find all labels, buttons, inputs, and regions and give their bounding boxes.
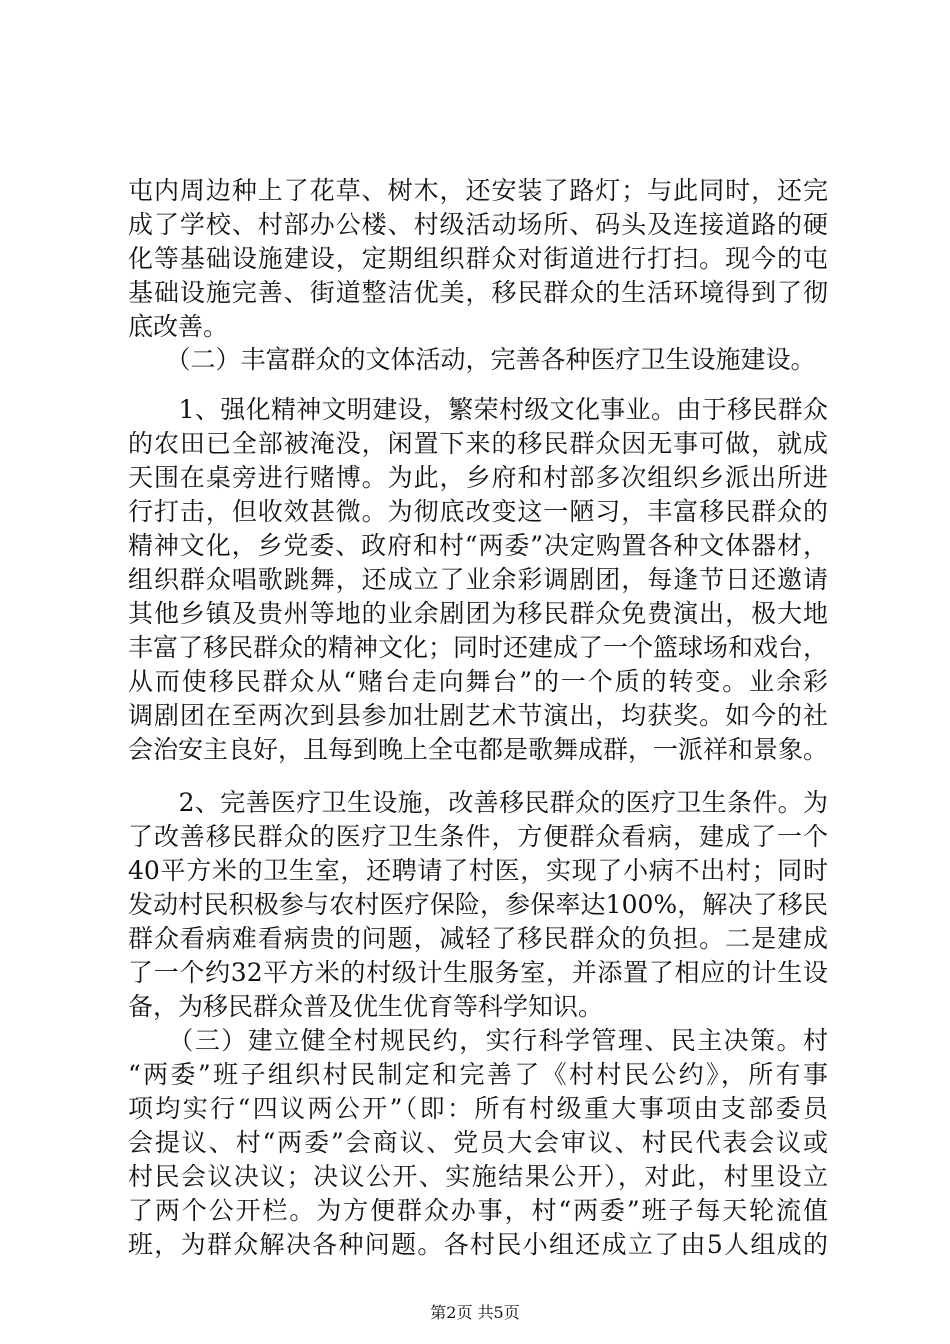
- text-line: 了一个约32平方米的村级计生服务室，并添置了相应的计生设: [128, 958, 828, 987]
- text-line: 屯内周边种上了花草、树木，还安装了路灯；与此同时，还完: [128, 176, 828, 205]
- text-line: 调剧团在至两次到县参加壮剧艺术节演出，均获奖。如今的社: [128, 701, 828, 730]
- text-line: 会治安主良好，且每到晚上全屯都是歌舞成群，一派祥和景象。: [128, 735, 829, 764]
- text-line: 群众看病难看病贵的问题，减轻了移民群众的负担。二是建成: [128, 924, 828, 953]
- text-line: 化等基础设施建设，定期组织群众对街道进行打扫。现今的屯: [128, 244, 828, 273]
- text-line: 村民会议决议；决议公开、实施结果公开），对此，村里设立: [128, 1162, 828, 1191]
- page-number: 第2页 共5页: [430, 1303, 520, 1322]
- text-line: 班，为群众解决各种问题。各村民小组还成立了由5人组成的: [128, 1230, 828, 1259]
- text-line: 精神文化，乡党委、政府和村“两委”决定购置各种文体器材，: [128, 531, 828, 560]
- text-line: 1、强化精神文明建设，繁荣村级文化事业。由于移民群众: [128, 395, 828, 424]
- text-line: 备，为移民群众普及优生优育等科学知识。: [128, 992, 604, 1021]
- text-line: 行打击，但收效甚微。为彻底改变这一陋习，丰富移民群众的: [128, 497, 828, 526]
- text-line: 了两个公开栏。为方便群众办事，村“两委”班子每天轮流值: [128, 1196, 828, 1225]
- text-line: 的农田已全部被淹没，闲置下来的移民群众因无事可做，就成: [128, 429, 828, 458]
- text-line: 项均实行“四议两公开”（即：所有村级重大事项由支部委员: [128, 1094, 828, 1123]
- text-line: （三）建立健全村规民约，实行科学管理、民主决策。村: [128, 1026, 828, 1055]
- text-line: 从而使移民群众从“赌台走向舞台”的一个质的转变。业余彩: [128, 667, 828, 696]
- text-line: 了改善移民群众的医疗卫生条件，方便群众看病，建成了一个: [128, 822, 828, 851]
- text-line: 2、完善医疗卫生设施，改善移民群众的医疗卫生条件。为: [128, 788, 828, 817]
- text-line: 其他乡镇及贵州等地的业余剧团为移民群众免费演出，极大地: [128, 599, 828, 628]
- text-line: 会提议、村“两委”会商议、党员大会审议、村民代表会议或: [128, 1128, 828, 1157]
- text-line: “两委”班子组织村民制定和完善了《村村民公约》，所有事: [128, 1060, 828, 1089]
- text-line: 组织群众唱歌跳舞，还成立了业余彩调剧团，每逢节日还邀请: [128, 565, 828, 594]
- section-heading: （二）丰富群众的文体活动，完善各种医疗卫生设施建设。: [128, 345, 816, 374]
- text-line: 基础设施完善、街道整洁优美，移民群众的生活环境得到了彻: [128, 278, 828, 307]
- text-line: 丰富了移民群众的精神文化；同时还建成了一个篮球场和戏台，: [128, 633, 829, 662]
- text-line: 成了学校、村部办公楼、村级活动场所、码头及连接道路的硬: [128, 210, 828, 239]
- text-line: 40平方米的卫生室，还聘请了村医，实现了小病不出村；同时: [128, 856, 828, 885]
- text-line: 底改善。: [128, 312, 229, 341]
- text-line: 天围在桌旁进行赌博。为此，乡府和村部多次组织乡派出所进: [128, 463, 828, 492]
- text-line: 发动村民积极参与农村医疗保险，参保率达100%，解决了移民: [128, 890, 828, 919]
